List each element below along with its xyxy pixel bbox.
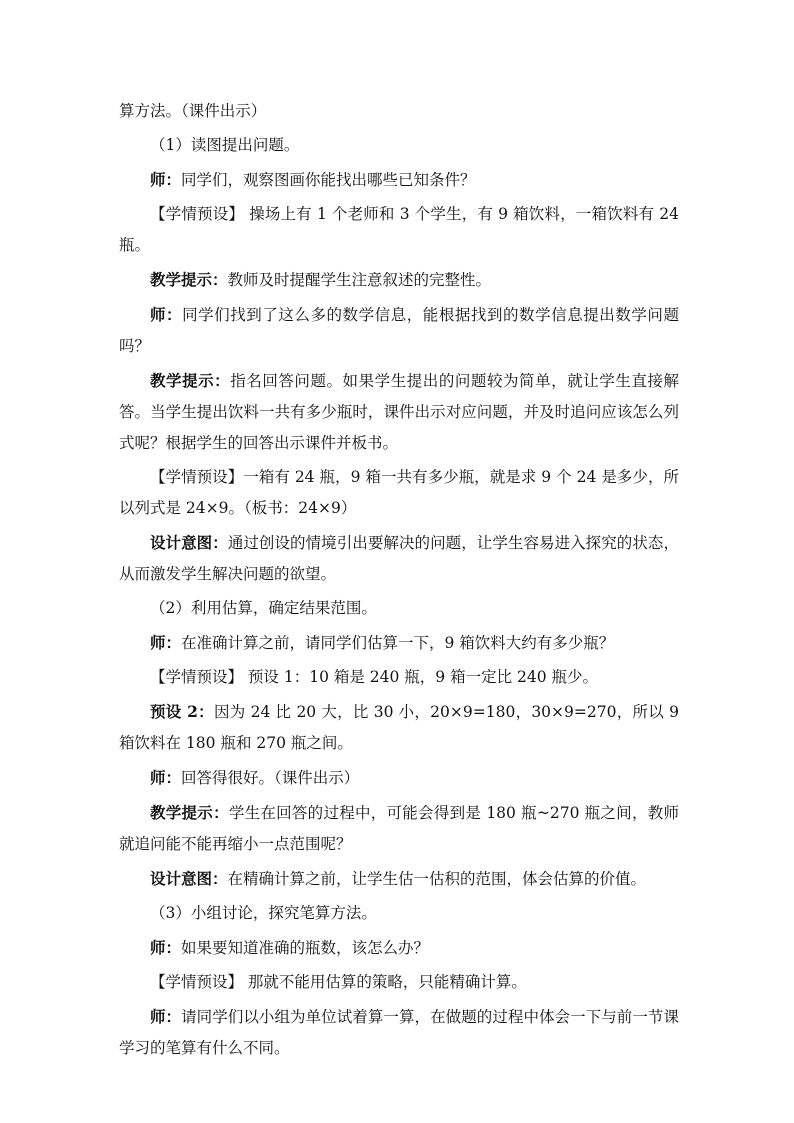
paragraph xyxy=(119,593,679,624)
paragraph-text: 算方法。（课件出示） xyxy=(119,102,267,120)
speaker-label: 师： xyxy=(150,768,182,787)
paragraph xyxy=(119,199,679,261)
paragraph-text: 【学情预设】 预设 1：10 箱是 240 瓶，9 箱一定比 240 瓶少。 xyxy=(150,668,599,686)
paragraph xyxy=(119,1001,679,1064)
paragraph xyxy=(119,863,679,895)
paragraph xyxy=(119,299,679,362)
paragraph-text: 同学们，观察图画你能找出哪些已知条件？ xyxy=(181,171,476,189)
intent-label: 设计意图： xyxy=(150,869,228,888)
hint-label: 教学提示： xyxy=(150,270,228,289)
paragraph xyxy=(119,762,679,794)
paragraph xyxy=(119,264,679,296)
paragraph-text: 回答得很好。（课件出示） xyxy=(181,769,360,787)
speaker-label: 师： xyxy=(150,938,182,957)
paragraph-text: 在准确计算之前，请同学们估算一下，9 箱饮料大约有多少瓶？ xyxy=(181,634,615,652)
paragraph-text: 【学情预设】一箱有 24 瓶，9 箱一共有多少瓶，就是求 9 个 24 是多少，所以列式是 24×9。（板书：24×9） xyxy=(119,468,679,517)
hint-label: 教学提示： xyxy=(150,371,231,390)
paragraph xyxy=(119,932,679,964)
paragraph-text: （2）利用估算，确定结果范围。 xyxy=(150,599,377,617)
speaker-label: 师： xyxy=(150,170,182,189)
paragraph xyxy=(119,96,679,127)
paragraph xyxy=(119,627,679,659)
hint-label: 教学提示： xyxy=(150,803,229,822)
speaker-label: 师： xyxy=(150,633,182,652)
speaker-label: 师： xyxy=(150,1007,182,1026)
paragraph-text: 请同学们以小组为单位试着算一算，在做题的过程中体会一下与前一节课学习的笔算有什么不同。 xyxy=(119,1008,679,1057)
paragraph xyxy=(119,130,679,161)
paragraph-text: 【学情预设】 操场上有 1 个老师和 3 个学生，有 9 箱饮料，一箱饮料有 24 瓶。 xyxy=(119,205,679,254)
preset-label: 预设 2： xyxy=(150,702,214,721)
paragraph-text: （1）读图提出问题。 xyxy=(150,136,300,154)
paragraph xyxy=(119,462,679,524)
paragraph-text: 学生在回答的过程中，可能会得到是 180 瓶~270 瓶之间，教师就追问能不能再缩小一点范围呢？ xyxy=(119,804,679,853)
paragraph-text: 因为 24 比 20 大，比 30 小，20×9=180，30×9=270，所以 9 箱饮料在 180 瓶和 270 瓶之间。 xyxy=(119,703,679,752)
paragraph-text: 同学们找到了这么多的数学信息，能根据找到的数学信息提出数学问题吗？ xyxy=(119,306,679,355)
paragraph xyxy=(119,164,679,196)
paragraph xyxy=(119,527,679,590)
speaker-label: 师： xyxy=(150,305,183,324)
paragraph-text: 如果要知道准确的瓶数，该怎么办？ xyxy=(181,939,430,957)
paragraph-text: （3）小组讨论，探究笔算方法。 xyxy=(150,904,377,922)
paragraph xyxy=(119,662,679,693)
paragraph xyxy=(119,898,679,929)
paragraph-text: 教师及时提醒学生注意叙述的完整性。 xyxy=(227,271,492,289)
paragraph xyxy=(119,967,679,998)
lesson-text xyxy=(119,96,679,1067)
paragraph xyxy=(119,696,679,759)
paragraph-text: 【学情预设】 那就不能用估算的策略，只能精确计算。 xyxy=(150,973,527,991)
paragraph-text: 通过创设的情境引出要解决的问题，让学生容易进入探究的状态，从而激发学生解决问题的欲望。 xyxy=(119,534,679,583)
intent-label: 设计意图： xyxy=(150,533,228,552)
paragraph xyxy=(119,365,679,459)
paragraph xyxy=(119,797,679,860)
paragraph-text: 在精确计算之前，让学生估一估积的范围，体会估算的价值。 xyxy=(227,870,647,888)
paragraph-text: 指名回答问题。如果学生提出的问题较为简单，就让学生直接解答。当学生提出饮料一共有多少瓶时，课件出示对应问题，并及时追问应该怎么列式呢？根据学生的回答出示课件并板书。 xyxy=(119,372,679,452)
